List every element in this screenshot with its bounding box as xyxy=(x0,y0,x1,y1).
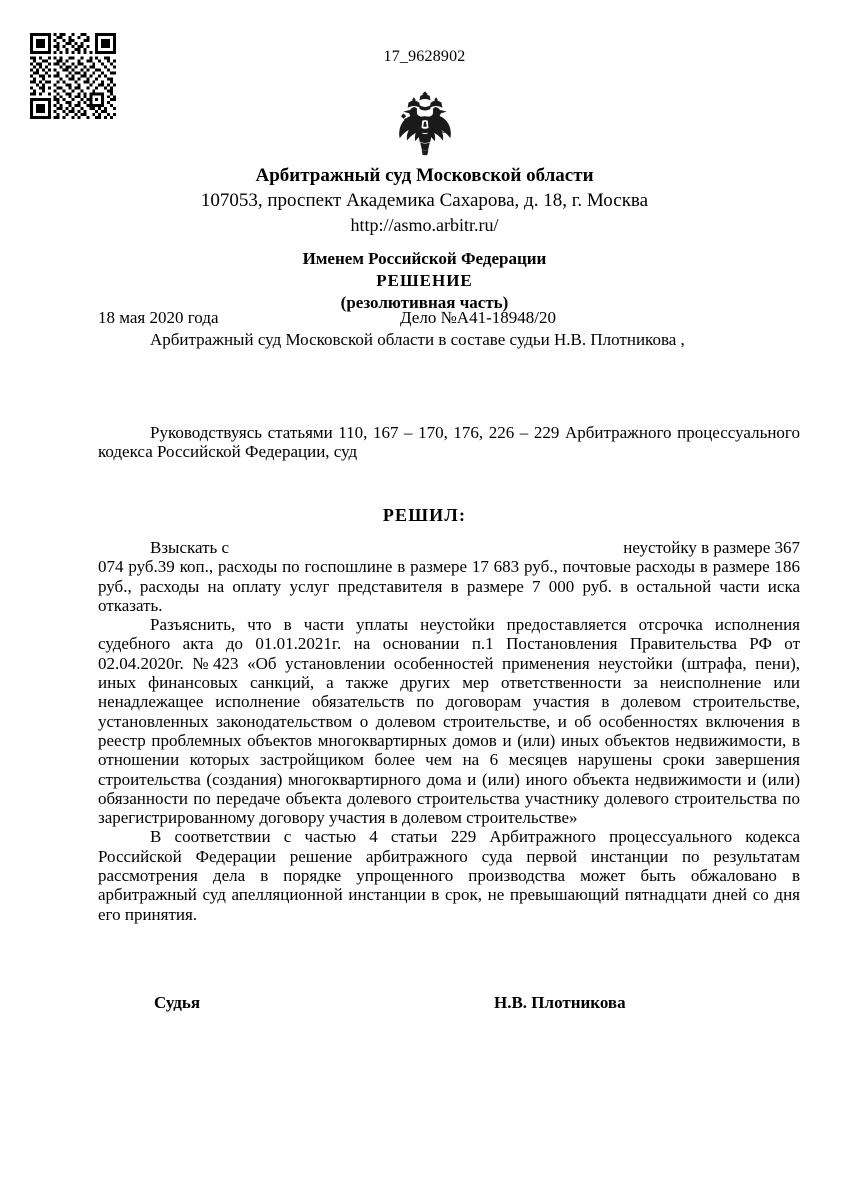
decision-part-subtitle: (резолютивная часть) xyxy=(340,293,509,312)
appeal-paragraph: В соответствии с частью 4 статьи 229 Арбитражного процессуального кодекса Российской Федерации решение арбитражного суда первой инстанции по результатам рассмотрения дела в порядке упрощенного производства может быть обжаловано в арбитражный суд апелляционной инстанции в срок, не превышающий пятнадцати дней со дня его принятия. xyxy=(98,827,800,924)
court-composition: Арбитражный суд Московской области в составе судьи Н.В. Плотникова , xyxy=(150,330,685,349)
court-address: 107053, проспект Академика Сахарова, д. 18, г. Москва xyxy=(200,190,649,211)
document-title-block xyxy=(0,248,849,314)
award-first-line xyxy=(98,538,800,557)
decision-heading: РЕШЕНИЕ xyxy=(376,271,473,290)
court-name: Арбитражный суд Московской области xyxy=(255,165,594,186)
governing-articles-block xyxy=(98,423,800,462)
judge-role-label: Судья xyxy=(154,993,201,1012)
deferral-paragraph: Разъяснить, что в части уплаты неустойки предоставляется отсрочка исполнения судебного акта до 01.01.2021г. на основании п.1 Постановления Правительства РФ от 02.04.2020г. №423 «Об установлении особенностей применения неустойки (штрафа, пени), иных финансовых санкций, а также других мер ответственности за неисполнение или ненадлежащее исполнение обязательств по договорам участия в долевом строительстве, установленных законодательством о долевом строительстве, и об особенностях включения в реестр проблемных объектов многоквартирных домов и (или) иных объектов недвижимости, в отношении которых застройщиком более чем на 6 месяцев нарушены сроки завершения строительства (создания) многоквартирного дома и (или) иного объекта недвижимости и (или) обязанности по передаче объекта долевого строительства участнику долевого строительства по зарегистрированному договору участия в долевом строительстве» xyxy=(98,615,800,828)
date-case-line xyxy=(98,308,800,329)
judge-name: Н.В. Плотникова xyxy=(494,993,626,1012)
ruling-body xyxy=(98,538,800,924)
award-amount-text: неустойку в размере 367 xyxy=(623,538,800,557)
russian-coat-of-arms-icon xyxy=(0,88,849,167)
document-number: 17_9628902 xyxy=(383,48,466,65)
governing-articles-paragraph: Руководствуясь статьями 110, 167 – 170, 176, 226 – 229 Арбитражного процессуального кодекса Российской Федерации, суд xyxy=(98,423,800,462)
court-header xyxy=(0,163,849,238)
case-number: Дело №А41-18948/20 xyxy=(400,308,556,327)
award-lead-text: Взыскать с xyxy=(150,538,230,557)
court-website-url[interactable]: http://asmo.arbitr.ru/ xyxy=(350,215,499,235)
in-name-of-russian-federation: Именем Российской Федерации xyxy=(302,249,547,268)
decision-date: 18 мая 2020 года xyxy=(98,308,219,327)
ruled-heading: РЕШИЛ: xyxy=(382,505,467,525)
signature-block xyxy=(98,993,800,1015)
award-continuation-paragraph: 074 руб.39 коп., расходы по госпошлине в размере 17 683 руб., почтовые расходы в размере 186 руб., расходы на оплату услуг представителя в размере 7 000 руб. в остальной части иска отказать. xyxy=(98,557,800,615)
